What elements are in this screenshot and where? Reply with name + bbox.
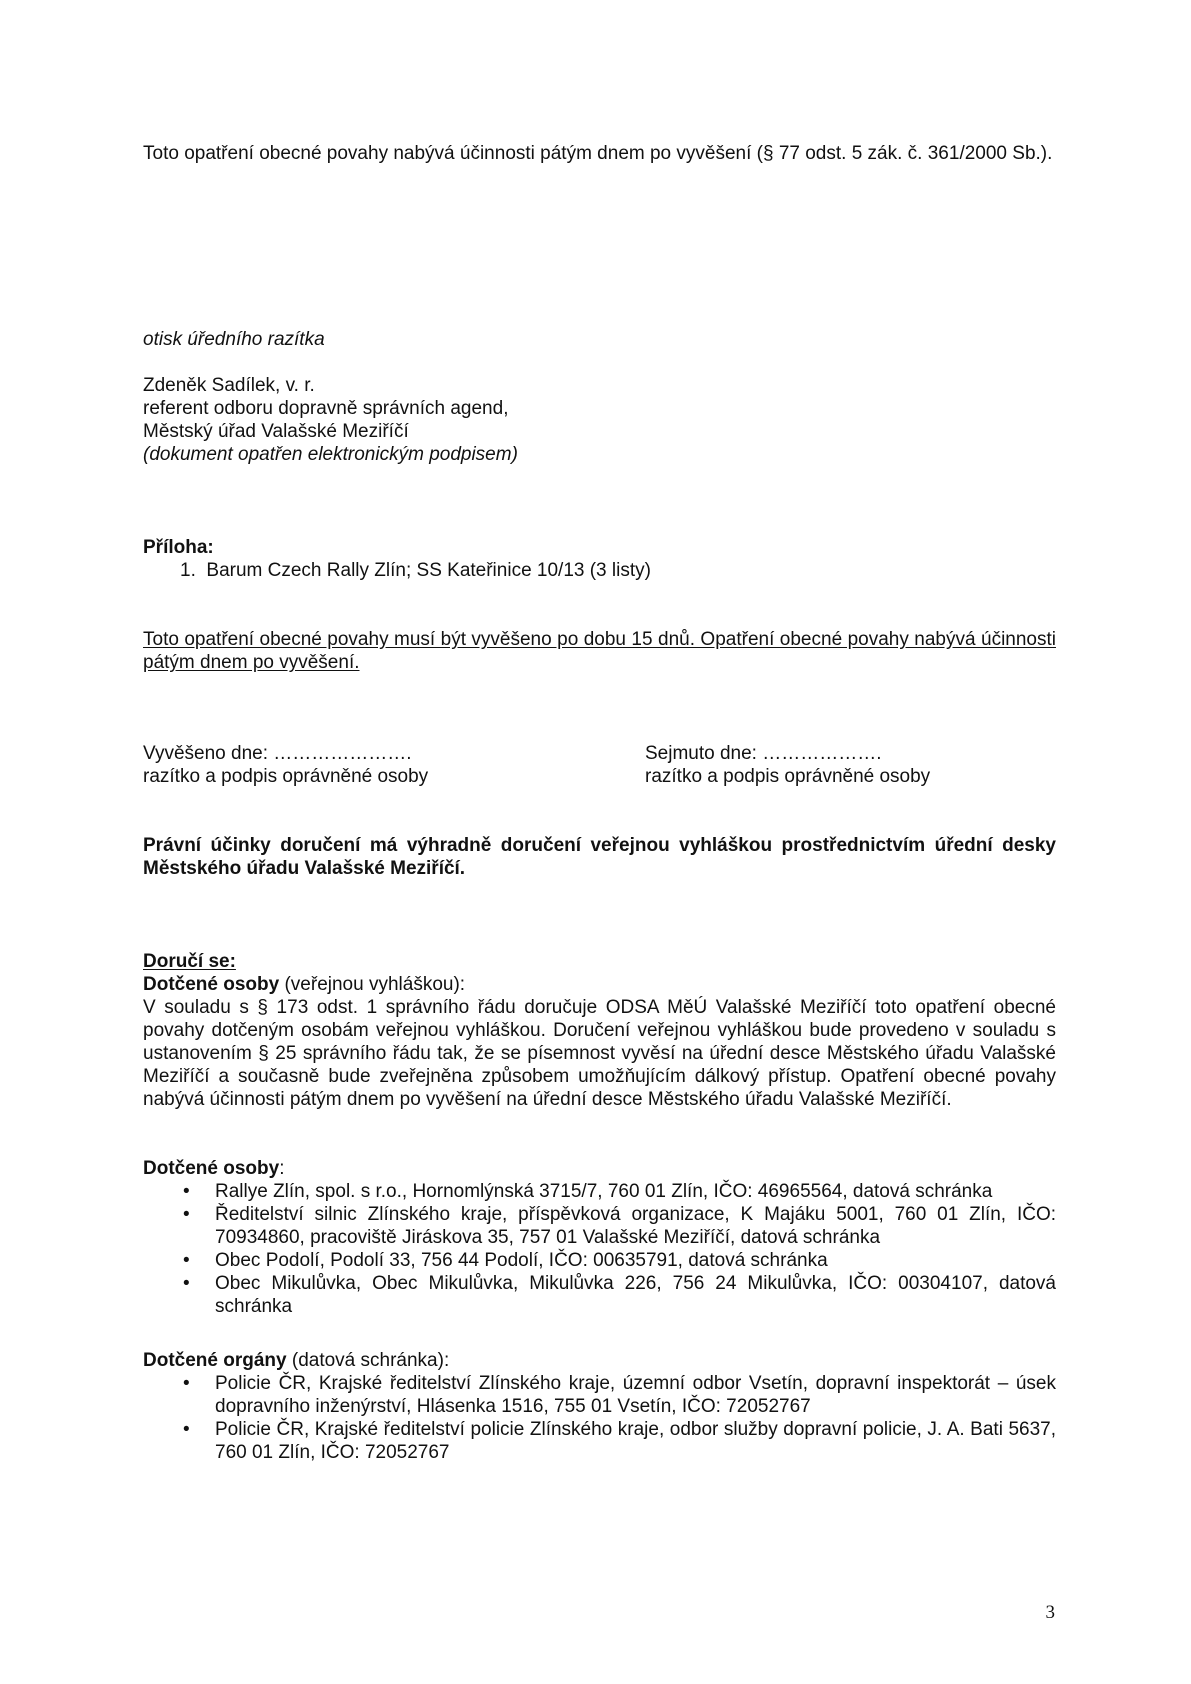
list-item: • Rallye Zlín, spol. s r.o., Hornomlýnská 3715/7, 760 01 Zlín, IČO: 46965564, datová schránka bbox=[183, 1181, 993, 1202]
posting-notice: Toto opatření obecné povahy musí být vyvěšeno po dobu 15 dnů. Opatření obecné povahy nabývá účinnosti pátým dnem po vyvěšení. bbox=[143, 629, 1056, 673]
delivery-section bbox=[143, 950, 1056, 1111]
affected-persons-heading bbox=[143, 1157, 1056, 1180]
effectivity-paragraph: Toto opatření obecné povahy nabývá účinnosti pátým dnem po vyvěšení (§ 77 odst. 5 zák. č. 361/2000 Sb.). bbox=[143, 143, 1053, 164]
page-number: 3 bbox=[1045, 1602, 1055, 1623]
bullet-icon: • bbox=[183, 1273, 190, 1294]
list-item: • Obec Podolí, Podolí 33, 756 44 Podolí, IČO: 00635791, datová schránka bbox=[183, 1250, 828, 1271]
public-delivery-text: V souladu s § 173 odst. 1 správního řádu doručuje ODSA MěÚ Valašské Meziříčí toto opatření obecné povahy dotčeným osobám veřejnou vyhláškou. Doručení veřejnou vyhláškou bude provedeno v souladu s ustanovením § 25 správního řádu tak, že se písemnost vyvěsí na úřední desce Městského úřadu Valašské Meziříčí a současně bude zveřejněna způsobem umožňujícím dálkový přístup. Opatření obecné povahy nabývá účinnosti pátým dnem po vyvěšení na úřední desce Městského úřadu Valašské Meziříčí. bbox=[143, 997, 1056, 1110]
posted-date-label: Vyvěšeno dne: …………………. bbox=[143, 743, 412, 764]
delivery-heading: Doručí se: bbox=[143, 951, 236, 972]
affected-organs-section bbox=[143, 1349, 1056, 1464]
attachment-item: 1. Barum Czech Rally Zlín; SS Kateřinice 10/13 (3 listy) bbox=[180, 560, 651, 581]
bullet-icon: • bbox=[183, 1250, 190, 1271]
affected-organs-label: Dotčené orgány bbox=[143, 1350, 287, 1371]
public-delivery-label: Dotčené osoby bbox=[143, 974, 280, 995]
bullet-icon: • bbox=[183, 1419, 190, 1440]
posted-column bbox=[143, 742, 428, 788]
signature-block bbox=[143, 374, 1056, 466]
public-delivery-line bbox=[143, 973, 1056, 996]
list-item: • Ředitelství silnic Zlínského kraje, příspěvková organizace, K Majáku 5001, 760 01 Zlín, IČO: 70934860, pracoviště Jiráskova 35, 757 01 Valašské Meziříčí, datová schránka bbox=[183, 1204, 1056, 1248]
list-item: • Obec Mikulůvka, Obec Mikulůvka, Mikulůvka 226, 756 24 Mikulůvka, IČO: 00304107, datová schránka bbox=[183, 1273, 1056, 1317]
affected-organs-heading bbox=[143, 1349, 1056, 1372]
bullet-icon: • bbox=[183, 1373, 190, 1394]
affected-organs-list bbox=[143, 1372, 1056, 1464]
attachment-section bbox=[143, 536, 1056, 582]
removed-signature-label: razítko a podpis oprávněné osoby bbox=[645, 766, 931, 787]
removed-date-label: Sejmuto dne: ………………. bbox=[645, 743, 882, 764]
affected-persons-list bbox=[143, 1180, 1056, 1318]
signatory-office: Městský úřad Valašské Meziříčí bbox=[143, 421, 409, 442]
removed-column bbox=[645, 742, 930, 788]
list-item: • Policie ČR, Krajské ředitelství Zlínského kraje, územní odbor Vsetín, dopravní inspektorát – úsek dopravního inženýrství, Hlásenka 1516, 755 01 Vsetín, IČO: 72052767 bbox=[183, 1373, 1056, 1417]
affected-persons-label: Dotčené osoby bbox=[143, 1158, 280, 1179]
public-delivery-suffix: (veřejnou vyhláškou): bbox=[279, 974, 466, 995]
legal-effect-paragraph: Právní účinky doručení má výhradně doručení veřejnou vyhláškou prostřednictvím úřední desky Městského úřadu Valašské Meziříčí. bbox=[143, 835, 1056, 879]
stamp-note: otisk úředního razítka bbox=[143, 329, 325, 350]
list-item: • Policie ČR, Krajské ředitelství policie Zlínského kraje, odbor služby dopravní policie, J. A. Bati 5637, 760 01 Zlín, IČO: 72052767 bbox=[183, 1419, 1056, 1463]
attachment-heading: Příloha: bbox=[143, 537, 214, 558]
affected-organs-suffix: (datová schránka): bbox=[286, 1350, 450, 1371]
affected-persons-section bbox=[143, 1157, 1056, 1318]
bullet-icon: • bbox=[183, 1204, 190, 1225]
bullet-icon: • bbox=[183, 1181, 190, 1202]
signatory-position: referent odboru dopravně správních agend, bbox=[143, 398, 509, 419]
posted-signature-label: razítko a podpis oprávněné osoby bbox=[143, 766, 429, 787]
affected-persons-suffix: : bbox=[279, 1158, 285, 1179]
signatory-name: Zdeněk Sadílek, v. r. bbox=[143, 375, 315, 396]
signature-note: (dokument opatřen elektronickým podpisem) bbox=[143, 444, 518, 465]
